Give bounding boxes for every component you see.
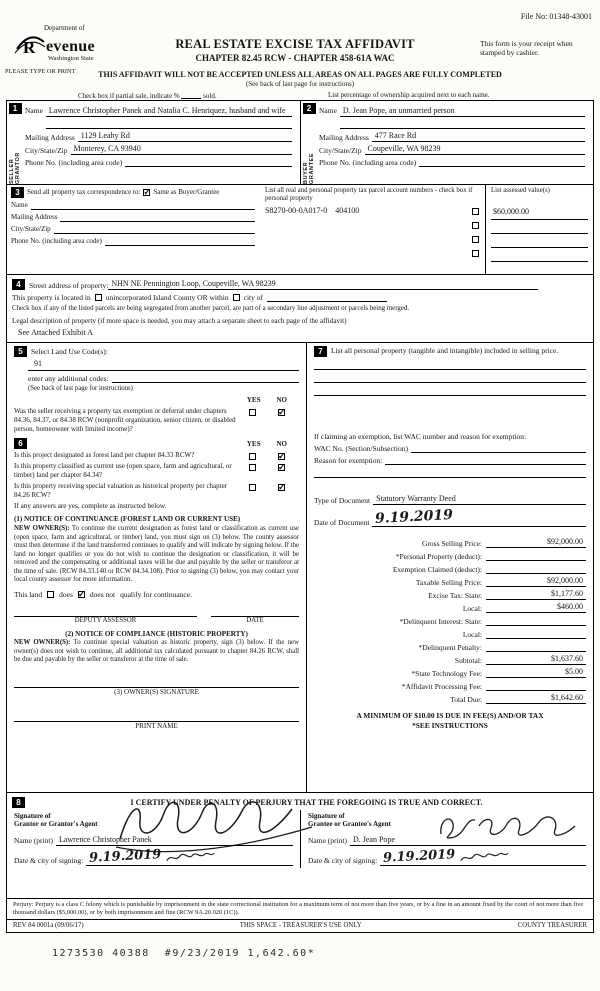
buyer-mailing-label: Mailing Address <box>319 132 369 142</box>
buyer-csz-label: City/State/Zip <box>319 145 362 155</box>
parcel-2-personal-checkbox[interactable] <box>472 222 479 229</box>
owners-signature-line[interactable] <box>14 676 299 688</box>
fee-label: Gross Selling Price: <box>422 539 482 548</box>
file-number <box>521 12 592 22</box>
parcel-number-field[interactable]: S8270-00-0A017-0 404100 <box>265 206 360 216</box>
current-use-no-checkbox[interactable] <box>278 464 285 471</box>
notice-continuance-title: (1) NOTICE OF CONTINUANCE (FOREST LAND OR CURRENT USE) <box>14 515 241 524</box>
completion-warning: THIS AFFIDAVIT WILL NOT BE ACCEPTED UNLESS ALL AREAS ON ALL PAGES ARE FULLY COMPLETED <box>98 70 502 79</box>
grantee-vertical-label: GRANTEE <box>309 152 315 184</box>
fee-label: *Delinquent Interest: State: <box>399 617 482 626</box>
buyer-mailing-field[interactable]: 477 Race Rd <box>372 131 585 142</box>
seller-phone-label: Phone No. (including area code) <box>25 157 123 167</box>
logo-department-of: Department of <box>44 24 85 32</box>
logo-washington-state: Washington State <box>48 54 94 62</box>
forest-no-checkbox[interactable] <box>278 453 285 460</box>
section-4 <box>7 275 593 343</box>
seller-mailing-label: Mailing Address <box>25 132 75 142</box>
personal-property-deduct-field[interactable] <box>486 551 586 561</box>
file-number-label: File No: <box>520 12 548 21</box>
fee-label: *State Technology Fee: <box>411 669 482 678</box>
deputy-date-line[interactable] <box>211 605 299 617</box>
grantor-name-print-label: Name (print) <box>14 836 53 846</box>
county-treasurer-label: COUNTY TREASURER <box>517 922 587 929</box>
seller-vertical-label: SELLER <box>9 158 15 184</box>
historic-question: Is this property receiving special valuation as historical property per chapter 84.26 RCW? <box>14 481 228 499</box>
additional-codes-label: enter any additional codes: <box>28 373 109 383</box>
grantee-date-city-label: Date & city of signing: <box>308 856 378 866</box>
document-type-field[interactable]: Statutory Warranty Deed <box>373 494 586 505</box>
partial-sale-label: Check box if partial sale, indicate % <box>78 92 180 100</box>
deputy-assessor-label: DEPUTY ASSESSOR <box>74 617 137 625</box>
grantee-signature-of-label: Signature of <box>308 812 345 820</box>
grantor-date-city-field[interactable] <box>86 846 293 866</box>
legal-description-label: Legal description of property (if more space is needed, you may attach a separate sheet to each page of the affidavit) <box>12 317 347 325</box>
affidavit-processing-fee-field[interactable] <box>486 681 586 691</box>
deputy-date-label: DATE <box>246 617 264 625</box>
reason-line[interactable] <box>314 465 586 478</box>
exemption-no-checkbox[interactable] <box>278 409 285 416</box>
grantee-city-scribble <box>458 849 510 863</box>
section-4-number: 4 <box>12 279 25 290</box>
new-owners-lead: NEW OWNER(S): <box>14 525 70 533</box>
forest-land-question: Is this project designated as forest land per chapter 84.33 RCW? <box>14 451 195 460</box>
seller-name-label: Name <box>25 106 43 115</box>
taxable-selling-price-field[interactable]: $92,000.00 <box>486 576 586 587</box>
grantee-name-print-label: Name (print) <box>308 836 347 846</box>
fee-label: *Delinquent Penalty: <box>418 643 482 652</box>
revenue-logo <box>14 24 144 63</box>
segregated-note: Check box if any of the listed parcels are being segregated from another parcel, are part of a secondary line adjustment or parcels being merged. <box>12 305 410 313</box>
grantee-date-handwriting: 9.19.2019 <box>382 846 456 866</box>
assessed-values-header: List assessed value(s) <box>491 187 550 194</box>
qualify-label: qualify for continuance. <box>120 589 192 599</box>
unincorporated-checkbox[interactable] <box>95 294 102 301</box>
section-3 <box>7 185 593 275</box>
correspondence-label: Send all property tax correspondence to: <box>27 188 141 197</box>
reason-label: Reason for exemption: <box>314 456 383 465</box>
delinquent-penalty-field[interactable] <box>486 642 586 652</box>
parcel-3-personal-checkbox[interactable] <box>472 236 479 243</box>
buyer-csz-field[interactable]: Coupeville, WA 98239 <box>365 144 586 155</box>
section-5-6-7 <box>7 343 593 793</box>
seller-mailing-field[interactable]: 1129 Leahy Rd <box>78 131 292 142</box>
yes-header-2: YES <box>246 439 261 448</box>
document-date-field[interactable] <box>372 506 586 528</box>
section-2-number: 2 <box>303 103 316 114</box>
see-back-note-2: (See back of last page for instructions) <box>28 385 133 392</box>
grantor-agent-label: Grantor or Grantor's Agent <box>14 820 98 829</box>
grantor-signature-block <box>7 810 300 868</box>
section-5-number: 5 <box>14 346 27 357</box>
document-date-handwriting: 9.19.2019 <box>375 506 454 527</box>
parcel-header: List all real and personal property tax parcel account numbers - check box if personal property <box>265 187 473 203</box>
exemption-yes-checkbox[interactable] <box>249 409 256 416</box>
perjury-statement: Perjury: Perjury is a class C felony which is punishable by imprisonment in the state correctional institution for a maximum term of not more than five years, or by a fine in an amount fixed by the court of not more than five thousand dollars ($5,000.00), or by both imprisonment and fine (RCW 9A.20.020 (1C)). <box>7 898 593 919</box>
section-1-number: 1 <box>9 103 22 114</box>
please-type-or-print: PLEASE TYPE OR PRINT <box>5 68 76 75</box>
corr-mailing-field[interactable] <box>60 212 255 222</box>
grantor-date-city-label: Date & city of signing: <box>14 856 84 866</box>
print-name-label: PRINT NAME <box>135 721 178 730</box>
notice-compliance-body <box>14 639 299 664</box>
no-header-2: NO <box>276 439 287 448</box>
land-use-label: Select Land Use Code(s): <box>31 346 108 356</box>
personal-property-line[interactable] <box>314 383 586 396</box>
grantee-date-city-field[interactable] <box>380 846 586 866</box>
personal-property-note: List all personal property (tangible and intangible) included in selling price. <box>331 346 559 355</box>
section-1-2 <box>7 101 593 185</box>
section-6-number: 6 <box>14 438 27 449</box>
located-in-label: This property is located in <box>12 293 91 302</box>
buyer-phone-field[interactable] <box>419 157 585 167</box>
excise-tax-local-field[interactable]: $460.00 <box>486 602 586 613</box>
total-due-field[interactable]: $1,642.60 <box>486 693 586 704</box>
grantor-signature-of-label: Signature of <box>14 812 51 820</box>
treasurer-space-label: THIS SPACE - TREASURER'S USE ONLY <box>239 922 362 929</box>
historic-no-checkbox[interactable] <box>278 484 285 491</box>
fee-label: Total Due: <box>450 695 482 704</box>
unincorporated-label: unincorporated Island County OR within <box>105 293 229 302</box>
exemption-claimed-field[interactable] <box>486 564 586 574</box>
seller-csz-field[interactable]: Monterey, CA 93940 <box>71 144 293 155</box>
grantor-date-handwriting: 9.19.2019 <box>88 846 162 866</box>
deputy-assessor-signature-line[interactable] <box>14 605 197 617</box>
partial-sale-percent-field[interactable] <box>181 91 201 99</box>
grantor-city-scribble <box>164 849 216 863</box>
street-address-field[interactable]: NHN NE Pennington Loop, Coupeville, WA 98239 <box>108 279 538 290</box>
seller-name-field[interactable]: Lawrence Christopher Panek and Natalia C. Henriquez, husband and wife <box>46 105 292 129</box>
document-type-label: Type of Document <box>314 496 371 505</box>
legal-description-value[interactable]: See Attached Exhibit A <box>18 328 93 337</box>
if-yes-note: If any answers are yes, complete as instructed below. <box>14 502 167 511</box>
parcel-1-personal-checkbox[interactable] <box>472 208 479 215</box>
fee-label: Exemption Claimed (deduct): <box>392 565 482 574</box>
seller-phone-field[interactable] <box>125 157 292 167</box>
this-land-label: This land <box>14 589 43 599</box>
city-of-field[interactable] <box>267 294 387 302</box>
delinquent-interest-local-field[interactable] <box>486 629 586 639</box>
notice-continuance-text: To continue the current designation as forest land or classification as current use (open space, farm and agricultural, or timber) land, you must sign on (3) below. The county assessor must then determine if the land transferred continues to qualify and will indicate by signing below. If the land no longer qualifies or you do not wish to continue the designation or classification, it will be removed and the compensating or additional taxes will be due and payable by the seller or transferor at the time of sale. (RCW 84.33.140 or RCW 84.34.108). Prior to signing (3) below, you may contact your local county assessor for more information. <box>14 525 299 584</box>
form-title: REAL ESTATE EXCISE TAX AFFIDAVIT <box>175 37 415 51</box>
buyer-phone-label: Phone No. (including area code) <box>319 157 417 167</box>
seller-box <box>7 101 300 184</box>
corr-csz-label: City/State/Zip <box>11 225 51 234</box>
cashier-stamp: 1273530 40388 #9/23/2019 1,642.60* <box>52 948 316 959</box>
fee-table <box>314 535 586 704</box>
print-name-line[interactable] <box>14 710 299 722</box>
exemption-question: Was the seller receiving a property tax exemption or deferral under chapters 84.36, 84.37, or 84.38 RCW (nonprofit organization, senior citizen, or disabled person, homeowner with limited income)? <box>14 407 236 433</box>
notice-continuance-body <box>14 525 299 584</box>
personal-property-line[interactable] <box>314 357 586 370</box>
new-owners-lead-2: NEW OWNER(S): <box>14 639 71 647</box>
excise-tax-state-field[interactable]: $1,177.60 <box>486 589 586 600</box>
fee-label: *Personal Property (deduct): <box>395 552 482 561</box>
buyer-name-field[interactable]: D. Jean Pope, an unmarried person <box>340 105 585 129</box>
owners-signature-label: (3) OWNER(S) SIGNATURE <box>114 687 199 696</box>
corr-mailing-label: Mailing Address <box>11 213 58 222</box>
parcel-4-personal-checkbox[interactable] <box>472 250 479 257</box>
corr-name-label: Name <box>11 201 28 210</box>
claiming-exemption-note: If claiming an exemption, list WAC number and reason for exemption: <box>314 432 527 441</box>
buyer-vertical-label: BUYER <box>303 161 309 184</box>
partial-sale-sold-label: sold. <box>203 92 217 100</box>
document-date-label: Date of Document <box>314 518 370 527</box>
form-revision-number: REV 84 0001a (09/06/17) <box>13 922 84 929</box>
see-back-note: (See back of last page for instructions) <box>245 80 355 88</box>
current-use-yes-checkbox[interactable] <box>249 464 256 471</box>
wac-label: WAC No. (Section/Subsection) <box>314 444 408 453</box>
gross-selling-price-field[interactable]: $92,000.00 <box>486 537 586 548</box>
same-as-buyer-label: Same as Buyer/Grantee <box>153 188 220 197</box>
subtotal-field[interactable]: $1,637.60 <box>486 654 586 665</box>
historic-yes-checkbox[interactable] <box>249 484 256 491</box>
same-as-buyer-checkbox[interactable] <box>143 189 150 196</box>
corr-name-field[interactable] <box>31 200 255 210</box>
notice-compliance-title: (2) NOTICE OF COMPLIANCE (HISTORIC PROPERTY) <box>65 629 248 638</box>
file-number-value: 01348-43001 <box>549 12 592 21</box>
corr-csz-field[interactable] <box>54 224 255 234</box>
corr-phone-label: Phone No. (including area code) <box>11 237 102 246</box>
fee-label: *Affidavit Processing Fee: <box>401 682 482 691</box>
reason-field[interactable] <box>385 455 586 465</box>
svg-text:R: R <box>23 37 36 55</box>
city-checkbox[interactable] <box>233 294 240 301</box>
section-8 <box>7 793 593 898</box>
buyer-box <box>300 101 593 184</box>
form-subtitle: CHAPTER 82.45 RCW - CHAPTER 458-61A WAC <box>195 53 395 63</box>
no-header: NO <box>276 396 287 405</box>
does-not-label: does not <box>89 589 116 599</box>
does-not-checkbox[interactable] <box>78 591 85 598</box>
grantor-name-field[interactable]: Lawrence Christopher Panek <box>56 835 293 846</box>
street-address-label: Street address of property: <box>29 280 109 290</box>
assessed-value-field[interactable]: $60,000.00 <box>491 207 588 220</box>
seller-csz-label: City/State/Zip <box>25 145 68 155</box>
city-of-label: city of <box>243 293 264 302</box>
personal-property-line[interactable] <box>314 370 586 383</box>
land-use-code-field[interactable]: 91 <box>28 359 299 371</box>
grantee-agent-label: Grantee or Grantee's Agent <box>308 820 391 829</box>
fee-label: Excise Tax: State: <box>428 591 482 600</box>
forest-yes-checkbox[interactable] <box>249 453 256 460</box>
grantee-signature-block <box>300 810 593 868</box>
does-label: does <box>59 589 73 599</box>
fee-label: Taxable Selling Price: <box>415 578 482 587</box>
section-5-6-column <box>7 343 307 792</box>
assessed-value-field[interactable] <box>491 249 588 262</box>
yes-header: YES <box>246 396 261 405</box>
section-3-number: 3 <box>11 187 24 198</box>
wac-field[interactable] <box>411 443 586 453</box>
does-checkbox[interactable] <box>47 591 54 598</box>
see-instructions-note: *SEE INSTRUCTIONS <box>412 720 488 730</box>
grantor-vertical-label: GRANTOR <box>15 152 21 184</box>
form-body <box>6 100 594 933</box>
assessed-value-field[interactable] <box>491 235 588 248</box>
logo-revenue-text: evenue <box>46 37 95 55</box>
notice-compliance-text: To continue special valuation as historic property, sign (3) below. If the new owner(s) does not wish to continue, all additional tax calculated pursuant to chapter 84.26 RCW, shall be due and payable by the seller or transferor at the time of sale. <box>14 639 299 664</box>
minimum-due-note: A MINIMUM OF $10.00 IS DUE IN FEE(S) AND/OR TAX <box>356 711 544 721</box>
delinquent-interest-state-field[interactable] <box>486 616 586 626</box>
section-7-column <box>307 343 593 792</box>
fee-label: Local: <box>462 604 482 613</box>
current-use-question: Is this property classified as current use (open space, farm and agricultural, or timber) land per chapter 84.34? <box>14 462 232 480</box>
grantee-name-field[interactable]: D. Jean Pope <box>350 835 586 846</box>
additional-codes-field[interactable] <box>112 373 299 383</box>
corr-phone-field[interactable] <box>105 236 255 246</box>
state-technology-fee-field[interactable]: $5.00 <box>486 667 586 678</box>
fee-label: Local: <box>462 630 482 639</box>
certify-statement: I CERTIFY UNDER PENALTY OF PERJURY THAT THE FOREGOING IS TRUE AND CORRECT. <box>130 797 483 807</box>
buyer-name-label: Name <box>319 106 337 115</box>
assessed-value-field[interactable] <box>491 221 588 234</box>
receipt-note: This form is your receipt when stamped by cashier. <box>480 39 573 58</box>
ownership-note: List percentage of ownership acquired next to each name. <box>328 91 490 99</box>
section-8-number: 8 <box>12 797 25 808</box>
section-7-number: 7 <box>314 346 327 357</box>
revenue-swoosh-icon <box>14 33 46 55</box>
fee-label: Subtotal: <box>454 656 482 665</box>
